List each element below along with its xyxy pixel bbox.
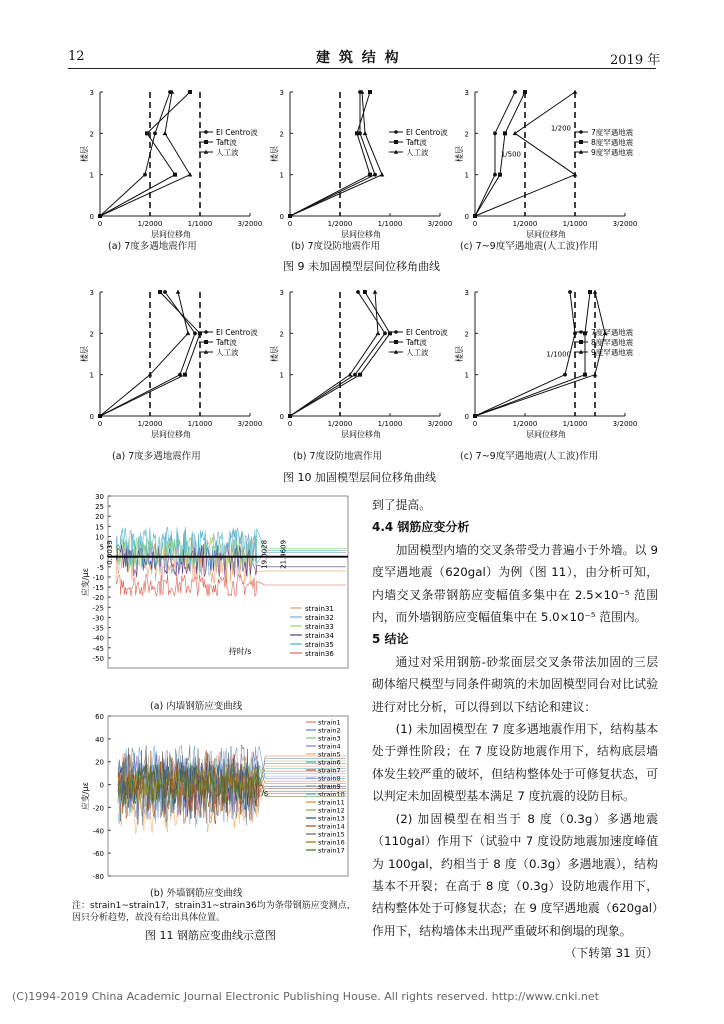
y-tick-label: 1 (464, 371, 469, 380)
y-axis-label: 楼层 (80, 346, 89, 362)
y-tick-label: 2 (464, 330, 469, 339)
x-axis-label: 层间位移角 (526, 430, 566, 439)
y-tick-label: 60 (95, 713, 104, 721)
data-point (353, 373, 357, 377)
legend-label: strain7 (318, 766, 341, 775)
series-line-0 (100, 92, 170, 216)
y-tick-label: 0 (99, 553, 104, 562)
y-tick-label: 40 (95, 735, 104, 744)
x-tick-label: 1/2000 (137, 420, 163, 428)
figure-9 (78, 80, 678, 252)
legend-label: strain8 (318, 774, 341, 783)
chart-fig9b (269, 89, 452, 239)
y-tick-label: -40 (92, 634, 104, 643)
copyright-footer: (C)1994-2019 China Academic Journal Electronic Publishing House. All rights reserved. http://www.cnki.net (12, 990, 599, 1003)
data-point (493, 131, 497, 135)
x-tick-label: 0 (287, 420, 293, 428)
y-tick-label: -10 (92, 573, 104, 582)
data-point (498, 173, 502, 177)
y-tick-label: 1 (279, 371, 284, 380)
legend-label: 9度罕遇地震 (591, 348, 634, 357)
x-tick-label: 1/1000 (377, 420, 403, 428)
legend-label: strain6 (318, 758, 341, 767)
data-point (573, 90, 578, 94)
fig9c-subcaption: (c) 7~9度罕遇地震(人工波)作用 (460, 241, 599, 252)
paragraph-conclusion-intro: 通过对采用钢筋-砂浆面层交叉条带法加固的三层砌体缩尺模型与同条件砌筑的未加固模型同台对比试验进行对比分析，可以得到以下结论和建议： (372, 654, 658, 714)
legend-marker (204, 130, 208, 134)
fig10b-subcaption: (b) 7度设防地震作用 (293, 451, 383, 462)
peak-annotation: 21.4609 (279, 539, 288, 569)
y-tick-label: -25 (92, 604, 104, 613)
legend-label: strain15 (318, 830, 345, 839)
y-tick-label: 2 (464, 130, 469, 139)
data-point (183, 373, 187, 377)
x-axis-label: 层间位移角 (151, 230, 191, 239)
legend-label: strain36 (305, 650, 334, 658)
y-tick-label: 3 (89, 89, 94, 97)
data-point (368, 90, 372, 94)
page-number: 12 (68, 49, 85, 64)
legend-marker (204, 340, 208, 344)
x-axis-label: 层间位移角 (341, 430, 381, 439)
y-tick-label: 3 (279, 289, 284, 297)
y-tick-label: 2 (279, 330, 284, 339)
legend-label: strain4 (318, 742, 341, 751)
y-tick-label: 5 (99, 543, 104, 552)
fig10-caption: 图 10 加固模型层间位移角曲线 (283, 471, 436, 484)
data-point (513, 131, 518, 135)
x-tick-label: 3/2000 (237, 420, 263, 428)
reference-line-label: 1/200 (550, 124, 571, 133)
x-axis-label: 持时/s (245, 789, 269, 798)
legend-label: strain10 (318, 790, 345, 799)
y-axis-label: 应变/με (81, 781, 90, 811)
legend-label: strain3 (318, 734, 341, 743)
x-tick-label: 0 (472, 420, 478, 428)
x-tick-label: 1/1000 (562, 220, 588, 228)
legend-label: 8度罕遇地震 (591, 338, 634, 347)
chart-fig9c (454, 89, 637, 239)
y-axis-label: 楼层 (80, 146, 89, 162)
y-tick-label: -15 (92, 584, 104, 593)
legend-label: strain31 (305, 605, 334, 613)
data-point (523, 90, 527, 94)
y-tick-label: -35 (92, 624, 104, 633)
y-tick-label: 25 (95, 503, 104, 512)
legend-label: El Centro波 (406, 128, 448, 137)
y-tick-label: 0 (279, 413, 284, 421)
x-tick-label: 0 (97, 420, 103, 428)
legend-label: 7度罕遇地震 (591, 328, 634, 337)
data-point (173, 173, 177, 177)
y-axis-label: 楼层 (270, 146, 279, 162)
chart-fig10c (454, 289, 637, 439)
continued-note: （下转第 31 页） (564, 946, 658, 961)
fig11-caption: 图 11 钢筋应变曲线示意图 (145, 929, 276, 942)
legend-label: strain11 (318, 798, 345, 807)
y-tick-label: 20 (95, 758, 104, 767)
series-line-2 (290, 292, 378, 416)
legend-label: strain2 (318, 726, 341, 735)
legend-label: El Centro波 (216, 328, 258, 337)
legend-label: Taft波 (216, 338, 237, 347)
fig11b-subcaption: (b) 外墙钢筋应变曲线 (150, 888, 243, 899)
y-axis-label: 应变/με (81, 567, 90, 597)
y-tick-label: 10 (95, 533, 104, 542)
x-tick-label: 1/2000 (512, 420, 538, 428)
x-tick-label: 3/2000 (612, 220, 638, 228)
y-tick-label: 3 (464, 89, 469, 97)
peak-annotation: 0.0039 (106, 540, 114, 565)
x-tick-label: 1/1000 (562, 420, 588, 428)
y-tick-label: -45 (92, 644, 104, 653)
legend-label: 人工波 (216, 148, 239, 157)
x-axis-label: 持时/s (228, 647, 252, 656)
data-point (363, 131, 368, 135)
fig10a-subcaption: (a) 7度多遇地震作用 (112, 451, 201, 462)
y-tick-label: 0 (464, 413, 469, 421)
data-point (573, 172, 578, 176)
y-tick-label: -80 (92, 873, 104, 881)
data-point (163, 290, 167, 294)
data-point (513, 90, 517, 94)
data-point (186, 331, 191, 335)
legend-label: strain16 (318, 838, 345, 847)
chart-fig10b (269, 289, 452, 439)
chart-fig10a (79, 289, 262, 439)
x-tick-label: 0 (97, 220, 103, 228)
chart-fig9a (79, 89, 262, 239)
legend-label: Taft波 (216, 138, 237, 147)
paragraph-conclusion-2: (2) 加固模型在相当于 8 度（0.3g）多遇地震（110gal）作用下（试验中 7 度设防地震加速度峰值为 100gal，约相当于 8 度（0.3g）多遇地震），结构基本不开裂；在高于 8 度（0.3g）设防地震作用下，结构整体处于可修复状态；在 9 度罕遇地震（620gal）作用下，结构墙体未出现严重破坏和倒塌的现象。 (372, 811, 658, 938)
legend-marker (394, 340, 398, 344)
legend-label: strain9 (318, 782, 341, 791)
data-point (563, 373, 567, 377)
y-axis-label: 楼层 (270, 346, 279, 362)
fig11-note-1: 注：strain1~strain17，strain31~strain36均为条带钢筋应变测点， (72, 901, 356, 911)
legend-label: strain1 (318, 718, 341, 727)
body-text-column (372, 494, 658, 965)
data-point (368, 173, 372, 177)
legend-label: 8度罕遇地震 (591, 138, 634, 147)
legend-label: El Centro波 (216, 128, 258, 137)
data-point (193, 331, 197, 335)
legend-marker (579, 140, 583, 144)
section-5-heading: 5 结论 (372, 632, 409, 647)
data-point (188, 90, 192, 94)
y-tick-label: 1 (89, 371, 94, 380)
journal-title: 建 筑 结 构 (316, 50, 401, 66)
y-tick-label: 0 (89, 413, 94, 421)
legend-label: strain5 (318, 750, 341, 759)
data-point (593, 290, 598, 294)
legend-label: 7度罕遇地震 (591, 128, 634, 137)
fig9-caption: 图 9 未加固模型层间位移角曲线 (283, 260, 440, 273)
legend-label: strain12 (318, 806, 345, 815)
x-axis-label: 层间位移角 (341, 230, 381, 239)
data-point (355, 131, 359, 135)
legend-label: strain13 (318, 814, 345, 823)
legend-marker (204, 140, 208, 144)
y-tick-label: -30 (92, 614, 104, 623)
series-line-0 (100, 292, 195, 416)
legend-label: 人工波 (406, 148, 429, 157)
data-point (373, 290, 378, 294)
x-tick-label: 1/2000 (137, 220, 163, 228)
y-tick-label: 3 (464, 289, 469, 297)
y-tick-label: 3 (279, 89, 284, 97)
header-rule (68, 68, 656, 69)
legend-marker (394, 140, 398, 144)
legend-label: 人工波 (406, 348, 429, 357)
legend-label: strain34 (305, 632, 334, 640)
y-tick-label: 3 (89, 289, 94, 297)
legend-label: 人工波 (216, 348, 239, 357)
legend-marker (579, 330, 583, 334)
x-tick-label: 1/2000 (327, 420, 353, 428)
series-line-1 (290, 92, 370, 216)
data-point (356, 290, 360, 294)
legend-marker (394, 330, 398, 334)
x-tick-label: 0 (472, 220, 478, 228)
series-line-0 (290, 292, 385, 416)
year: 2019 年 (610, 53, 661, 68)
data-point (373, 173, 377, 177)
fig9a-subcaption: (a) 7度多遇地震作用 (108, 241, 197, 252)
chart-fig11b (68, 712, 358, 884)
y-tick-label: 1 (89, 171, 94, 180)
data-point (176, 290, 181, 294)
legend-label: strain33 (305, 623, 334, 631)
y-tick-label: 1 (279, 171, 284, 180)
data-point (376, 331, 381, 335)
data-point (568, 290, 572, 294)
chart-fig11a (68, 488, 358, 693)
data-point (593, 372, 598, 376)
y-tick-label: 2 (89, 130, 94, 139)
fig11-note-2: 因只分析趋势，故没有给出具体位置。 (72, 913, 226, 923)
paragraph-rebar-strain: 加固模型内墙的交叉条带受力普遍小于外墙。以 9 度罕遇地震（620gal）为例（图 11），由分析可知，内墙交叉条带钢筋应变幅值多集中在 2.5×10⁻⁵ 范围内，而外墙钢筋应变幅值集中在 5.0×10⁻⁵ 范围内。 (372, 542, 658, 625)
fig10c-subcaption: (c) 7~9度罕遇地震(人工波)作用 (460, 451, 599, 462)
paragraph-conclusion-1: (1) 未加固模型在 7 度多遇地震作用下，结构基本处于弹性阶段；在 7 度设防地震作用下，结构底层墙体发生较严重的破坏，但结构整体处于可修复状态，可以判定未加固模型基本满足 7 度抗震的设防目标。 (372, 722, 658, 804)
reference-line-label: 1/500 (500, 150, 521, 159)
paragraph-continued: 到了提高。 (372, 498, 431, 512)
x-axis-label: 层间位移角 (151, 430, 191, 439)
data-point (380, 172, 385, 176)
data-point (153, 131, 157, 135)
fig11a-subcaption: (a) 内墙钢筋应变曲线 (150, 701, 243, 712)
legend-label: strain17 (318, 846, 345, 855)
figure-10 (78, 280, 678, 452)
data-point (163, 131, 168, 135)
x-tick-label: 3/2000 (612, 420, 638, 428)
y-axis-label: 楼层 (455, 346, 464, 362)
legend-label: strain14 (318, 822, 345, 831)
peak-annotation: 19.0028 (260, 539, 269, 569)
x-tick-label: 0 (287, 220, 293, 228)
data-point (503, 131, 507, 135)
data-point (583, 373, 587, 377)
section-4-4-heading: 4.4 钢筋应变分析 (372, 520, 470, 535)
legend-marker (204, 330, 208, 334)
legend-label: Taft波 (406, 338, 427, 347)
data-point (363, 290, 367, 294)
series-line-2 (290, 92, 382, 216)
legend-marker (579, 130, 583, 134)
data-point (588, 290, 592, 294)
data-point (493, 173, 497, 177)
y-tick-label: -50 (92, 654, 104, 663)
data-point (358, 373, 362, 377)
data-point (143, 173, 147, 177)
y-tick-label: 1 (464, 171, 469, 180)
y-tick-label: 2 (279, 130, 284, 139)
y-tick-label: 2 (89, 330, 94, 339)
y-tick-label: -20 (92, 804, 104, 813)
fig9b-subcaption: (b) 7度设防地震作用 (291, 241, 381, 252)
y-tick-label: 0 (99, 781, 104, 790)
y-tick-label: 0 (464, 213, 469, 221)
y-tick-label: 15 (95, 523, 104, 532)
series-line-2 (100, 292, 188, 416)
x-tick-label: 1/2000 (512, 220, 538, 228)
x-tick-label: 3/2000 (427, 420, 453, 428)
x-tick-label: 1/2000 (327, 220, 353, 228)
y-tick-label: -20 (92, 594, 104, 603)
data-point (145, 131, 149, 135)
x-tick-label: 1/1000 (187, 220, 213, 228)
y-tick-label: 20 (95, 513, 104, 522)
series-line-2 (100, 92, 190, 216)
y-tick-label: -40 (92, 827, 104, 836)
legend-label: Taft波 (406, 138, 427, 147)
reference-line-label: 1/1000 (546, 350, 571, 359)
legend-label: strain35 (305, 641, 334, 649)
x-tick-label: 1/1000 (377, 220, 403, 228)
y-tick-label: 30 (95, 493, 104, 501)
series-line-1 (100, 92, 190, 216)
y-tick-label: -5 (97, 563, 104, 572)
y-tick-label: -60 (92, 850, 104, 859)
x-tick-label: 1/1000 (187, 420, 213, 428)
data-point (158, 290, 162, 294)
x-axis-label: 层间位移角 (526, 230, 566, 239)
legend-label: 9度罕遇地震 (591, 148, 634, 157)
y-tick-label: 0 (279, 213, 284, 221)
data-point (383, 331, 387, 335)
legend-label: El Centro波 (406, 328, 448, 337)
legend-label: strain32 (305, 614, 334, 622)
x-tick-label: 3/2000 (237, 220, 263, 228)
x-tick-label: 3/2000 (427, 220, 453, 228)
y-tick-label: 0 (89, 213, 94, 221)
legend-marker (394, 130, 398, 134)
y-axis-label: 楼层 (455, 146, 464, 162)
legend-marker (579, 340, 583, 344)
